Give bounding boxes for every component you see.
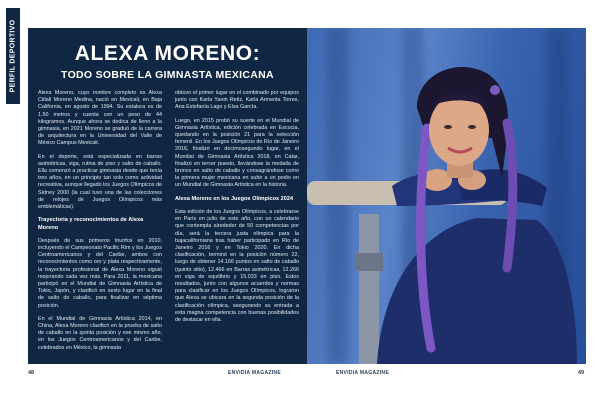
face bbox=[429, 94, 489, 166]
hair-accessory bbox=[490, 85, 500, 95]
paragraph: Luego, en 2015 probó su suerte en el Mundial de Gimnasia Artística, edición celebrada en Escocia, quedando en la posición 21 para la selección femenil. En los Juegos Olímpicos de Río de Janeiro 2016, finalizó en decimosegundo lugar, en el Mundial de Gimnasia Artística 2018, en Catar, finalizó en tercer puesto, llevándose la medalla de bronce en salto de caballo y consagrándose como la primera mujer mexicana en subir a un podio en un Mundial de Gimnasia Artística en la historia. bbox=[175, 117, 299, 189]
eye-right bbox=[468, 125, 476, 129]
footer-magazine-right: ENVIDIA MAGAZINE bbox=[336, 370, 389, 376]
left-text-column bbox=[38, 90, 162, 358]
eye-left bbox=[444, 125, 452, 129]
beam-clamp bbox=[355, 253, 383, 271]
athlete-illustration bbox=[307, 28, 586, 364]
paragraph: Después de sus primeros triunfos en 2010, incluyendo el Campeonato Pacific Rim y los Juegos Centroamericanos y del Caribe, ambos con reconocimientos como oro y plata respectivamente, la trayectoria profesional de Alexa Moreno siguió mejorando cada vez más. Para 2011, la mexicana participó en el Mundial de Gimnasia Artística de Tokio, Japón, y clasificó en sexto lugar en la final de salto de caballo, para finalizar en séptima posición. bbox=[38, 237, 162, 309]
article-title: ALEXA MORENO: bbox=[74, 42, 261, 65]
paragraph: Alexa Moreno, cuyo nombre completo es Alexa Citlali Moreno Medina, nació en Mexicali, en Baja California, en agosto de 1994. Su estatura es de 1.50 metros y cuenta con un peso de 44 kilogramos. Aunque ahora se dedica de lleno a la gimnasia, en 2021 Moreno se graduó de la carrera de arquitectura en la Universidad del Valle de México Campus Mexicali. bbox=[38, 90, 162, 147]
sweater bbox=[377, 218, 577, 364]
braid-left bbox=[421, 128, 431, 348]
section-heading: Trayectoria y reconocimientos de Alexa Moreno bbox=[38, 217, 144, 231]
article-subtitle: TODO SOBRE LA GIMNASTA MEXICANA bbox=[61, 69, 274, 81]
section-tab bbox=[6, 8, 20, 104]
beam-post bbox=[359, 214, 379, 364]
section-heading: Alexa Moreno en los Juegos Olímpicos 2024 bbox=[175, 195, 294, 202]
paragraph: En el deporte, está especializada en barras asimétricas, viga, rutina de piso y salto de caballo. Ella comenzó a practicar gimnasia desde que tenía tres años, en un principio tan solo como actividad recreativa, aunque llegado los Juegos Olímpicos de Sídney 2000 (la cual tuvo una de las colecciones de relojes de Juegos Olímpicos más emblemáticas). bbox=[38, 153, 162, 211]
section-tab-label: PERFIL DEPORTIVO bbox=[9, 19, 17, 93]
athlete-photo bbox=[307, 28, 586, 364]
page-number-right: 49 bbox=[578, 370, 585, 376]
paragraph: En el Mundial de Gimnasia Artística 2014, en China, Alexa Moreno clasificó en la prueba de salto de caballo en la quinta posición y ese mismo año, en los Juegos Centroamericanos y del Caribe, celebrados en México, la gimnasta bbox=[38, 315, 162, 351]
footer-magazine-left: ENVIDIA MAGAZINE bbox=[228, 370, 281, 376]
paragraph: Esta edición de los Juegos Olímpicos, a celebrarse en París en julio de este año, con un calendario que contempla alrededor de 50 competencias por día, será la tercera justa olímpica para la bajacaliforniana tras haber participado en Río de Janeiro 2016 y en Tokio 2020. En dicha clasificación, terminó en la posición número 22, luego de obtener 14.166 puntos en salto de caballo (quinto sitio), 12.466 en Barras asimétricas, 12.266 en viga de equilibrio y 15.033 en piso. Estos resultados, junto con algunos acuerdos y normas para clasificar en los Juegos Olímpicos, lograron que Alexa se ubicara en la segunda posición de la clasificación olímpica, asegurando su entrada a esta magna competencia con buenas posibilidades de destacar en ella. bbox=[175, 208, 299, 323]
page-number-left: 48 bbox=[28, 370, 35, 376]
paragraph: obtuvo el primer lugar en el combinado por equipos junto con Karla Yanin Retiz, Karla Armenta Torres, Ana Estefanía Lago y Elsa García. bbox=[175, 90, 299, 111]
right-text-column bbox=[175, 90, 299, 330]
